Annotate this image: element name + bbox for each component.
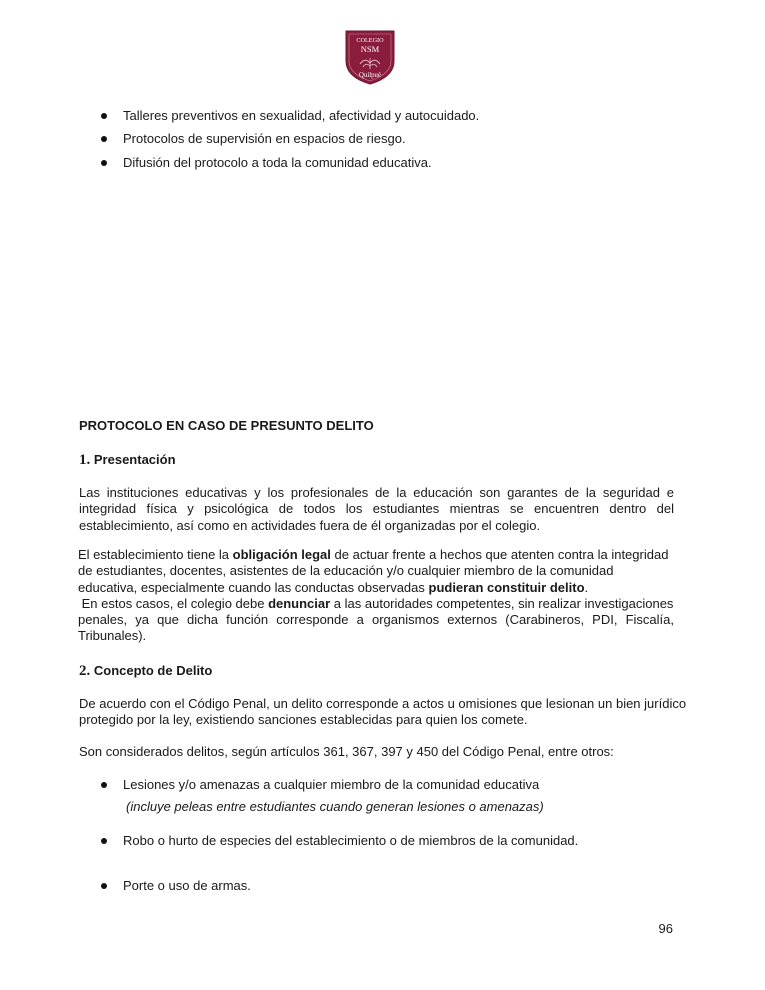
paragraph-line <box>78 580 673 596</box>
bullet-icon <box>101 883 107 889</box>
paragraph-line: Las instituciones educativas y los profesionales de la educación son garantes de la seguridad e <box>79 485 674 500</box>
section-number: 1. <box>79 452 91 468</box>
bold-text: denunciar <box>268 595 331 611</box>
paragraph-line <box>78 596 673 612</box>
text-run: En estos casos, el colegio debe <box>78 595 269 611</box>
text-run: de actuar frente a hechos que atenten contra la integridad <box>330 547 669 562</box>
paragraph-line: protegido por la ley, existiendo sanciones establecidas para quien los comete. <box>79 712 528 728</box>
list-item: Protocolos de supervisión en espacios de riesgo. <box>123 131 406 146</box>
paragraph-line <box>78 547 673 563</box>
logo-line3: Quilpué <box>359 72 381 79</box>
paragraph-presentacion-1 <box>79 485 674 534</box>
paragraph-line: Son considerados delitos, según artículos 361, 367, 397 y 450 del Código Penal, entre otros: <box>79 744 614 759</box>
text-run: El establecimiento tiene la <box>78 547 233 562</box>
text-run: educativa, especialmente cuando las conductas observadas <box>78 579 429 595</box>
bold-text: obligación legal <box>232 547 331 562</box>
paragraph-line: integridad física y psicológica de todos los estudiantes mientras se encuentren dentro del <box>79 501 674 517</box>
paragraph-presentacion-2 <box>78 547 673 645</box>
text-run: a las autoridades competentes, sin realizar investigaciones <box>330 595 674 611</box>
bullet-icon <box>101 136 107 142</box>
section-title: Concepto de Delito <box>93 663 213 678</box>
bullet-icon <box>101 838 107 844</box>
logo-line2: NSM <box>360 44 380 54</box>
protocol-title: PROTOCOLO EN CASO DE PRESUNTO DELITO <box>79 418 374 433</box>
bold-text: pudieran constituir delito <box>428 579 585 595</box>
section-title: Presentación <box>93 452 176 467</box>
logo-line1: COLEGIO <box>356 37 384 44</box>
paragraph-concepto-2 <box>79 744 674 760</box>
list-item: Difusión del protocolo a toda la comunidad educativa. <box>123 155 432 170</box>
list-item-note: (incluye peleas entre estudiantes cuando generan lesiones o amenazas) <box>126 799 544 814</box>
section-heading-concepto <box>79 663 212 680</box>
crest-icon <box>342 27 398 85</box>
paragraph-line: de estudiantes, docentes, asistentes de la educación y/o cualquier miembro de la comunidad <box>78 563 614 579</box>
paragraph-line: establecimiento, así como en actividades fuera de él organizadas por el colegio. <box>79 517 541 533</box>
list-item: Lesiones y/o amenazas a cualquier miembro de la comunidad educativa <box>123 777 540 792</box>
list-item: Porte o uso de armas. <box>123 878 251 893</box>
section-number: 2. <box>79 663 91 679</box>
bullet-icon <box>101 113 107 119</box>
paragraph-line: Tribunales). <box>78 628 147 644</box>
paragraph-line: De acuerdo con el Código Penal, un delito corresponde a actos u omisiones que lesionan un bien jurídico <box>79 696 687 711</box>
list-item: Robo o hurto de especies del establecimiento o de miembros de la comunidad. <box>123 833 579 848</box>
school-logo <box>342 27 398 85</box>
paragraph-concepto-1 <box>79 696 689 729</box>
bullet-icon <box>101 782 107 788</box>
bullet-icon <box>101 160 107 166</box>
page-number: 96 <box>658 921 673 936</box>
text-run: . <box>584 579 589 595</box>
section-heading-presentacion <box>79 452 176 469</box>
paragraph-line: penales, ya que dicha función corresponde a organismos externos (Carabineros, PDI, Fiscalía, <box>78 612 674 628</box>
list-item: Talleres preventivos en sexualidad, afectividad y autocuidado. <box>123 108 480 123</box>
